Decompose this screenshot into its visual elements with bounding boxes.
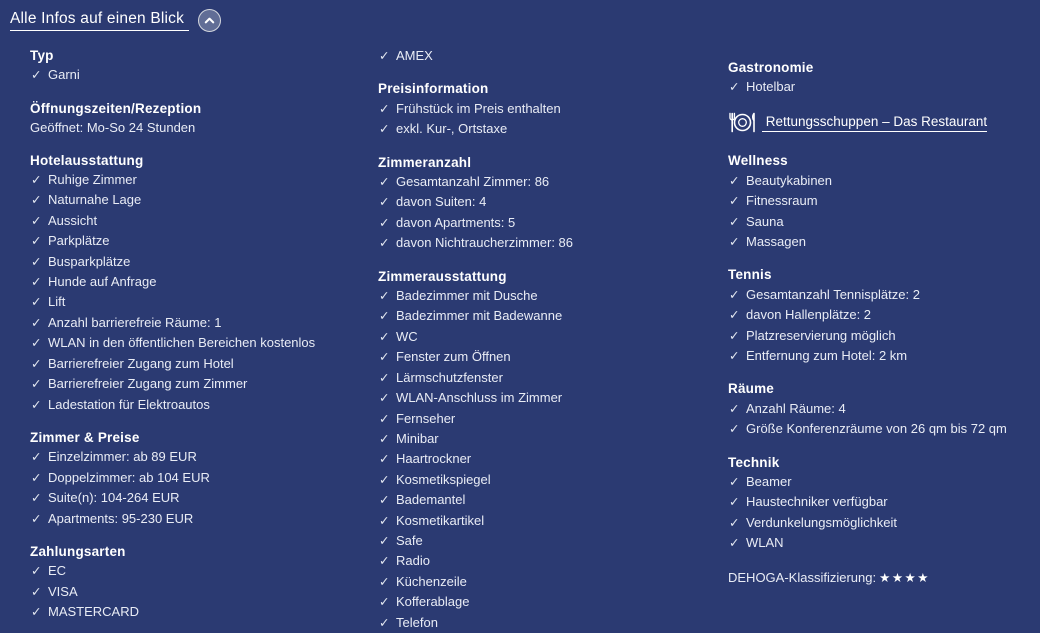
- section-heading: Typ: [30, 48, 54, 63]
- feature-item: [728, 419, 1040, 439]
- feature-item: [378, 306, 728, 326]
- feature-label: Haartrockner: [396, 451, 472, 467]
- feature-item: [728, 212, 1040, 232]
- feature-label: davon Suiten: 4: [396, 194, 487, 210]
- check-icon: ✓: [379, 574, 390, 589]
- feature-item: [378, 572, 728, 592]
- check-icon: ✓: [729, 348, 740, 363]
- feature-item: [378, 592, 728, 612]
- feature-list: [728, 472, 1040, 554]
- feature-label: Massagen: [746, 233, 806, 249]
- rating-label: DEHOGA-Klassifizierung:: [728, 569, 877, 585]
- section-heading: Räume: [728, 381, 775, 397]
- feature-item: [30, 488, 378, 508]
- check-icon: ✓: [379, 215, 390, 230]
- check-icon: ✓: [379, 431, 390, 446]
- feature-item: [728, 285, 1040, 305]
- check-icon: ✓: [379, 350, 390, 365]
- feature-item: [728, 191, 1040, 211]
- feature-label: WLAN: [746, 535, 784, 551]
- section-heading: Zimmeranzahl: [378, 154, 472, 170]
- feature-item: [728, 346, 1040, 366]
- section-heading: Zimmerausstattung: [378, 268, 507, 284]
- feature-label: Lärmschutzfenster: [396, 369, 503, 385]
- feature-label: Fitnessraum: [746, 193, 818, 209]
- feature-label: Barrierefreier Zugang zum Hotel: [48, 355, 234, 371]
- section: [378, 79, 728, 139]
- check-icon: ✓: [729, 234, 740, 249]
- feature-item: [30, 292, 378, 312]
- feature-item: [728, 492, 1040, 512]
- feature-label: Badezimmer mit Dusche: [396, 288, 538, 304]
- feature-label: EC: [48, 563, 67, 579]
- section-heading: Preisinformation: [378, 81, 489, 97]
- check-icon: ✓: [31, 213, 42, 228]
- feature-list: [30, 447, 378, 529]
- feature-label: Anzahl Räume: 4: [746, 400, 846, 416]
- dehoga-rating: [728, 568, 1040, 588]
- feature-label: Naturnahe Lage: [48, 192, 142, 208]
- feature-label: Kofferablage: [396, 594, 470, 610]
- section: [30, 151, 378, 415]
- feature-item: [728, 326, 1040, 346]
- feature-item: [378, 99, 728, 119]
- info-column-2: [378, 46, 728, 633]
- feature-list: [378, 286, 728, 633]
- feature-label: Suite(n): 104-264 EUR: [48, 490, 180, 506]
- feature-item: [378, 192, 728, 212]
- check-icon: ✓: [379, 493, 390, 508]
- feature-list: [30, 170, 378, 415]
- check-icon: ✓: [31, 564, 42, 579]
- feature-item: [30, 354, 378, 374]
- feature-item: [30, 602, 378, 622]
- feature-item: [378, 388, 728, 408]
- feature-item: [30, 190, 378, 210]
- feature-item: [728, 399, 1040, 419]
- feature-item: [30, 313, 378, 333]
- feature-item: [378, 286, 728, 306]
- check-icon: ✓: [31, 397, 42, 412]
- feature-label: Beamer: [746, 474, 792, 489]
- feature-label: WC: [396, 328, 418, 344]
- feature-item: [378, 613, 728, 633]
- feature-item: [378, 347, 728, 367]
- feature-label: Garni: [48, 67, 80, 83]
- section-heading: Hotelausstattung: [30, 152, 144, 168]
- feature-item: [378, 327, 728, 347]
- feature-label: WLAN in den öffentlichen Bereichen kostenlos: [48, 335, 316, 351]
- feature-item: [30, 395, 378, 415]
- feature-label: Doppelzimmer: ab 104 EUR: [48, 469, 210, 485]
- feature-label: Gesamtanzahl Tennisplätze: 2: [746, 286, 920, 302]
- check-icon: ✓: [379, 472, 390, 487]
- feature-label: Minibar: [396, 430, 439, 446]
- feature-label: Lift: [48, 294, 66, 310]
- feature-label: Platzreservierung möglich: [746, 327, 896, 343]
- section: [30, 542, 378, 623]
- feature-item: [378, 119, 728, 139]
- check-icon: ✓: [31, 234, 42, 249]
- feature-label: Busparkplätze: [48, 253, 131, 269]
- feature-label: Aussicht: [48, 212, 98, 228]
- feature-item: [728, 77, 1040, 97]
- section-heading: Öffnungszeiten/Rezeption: [30, 100, 202, 116]
- feature-item: [378, 449, 728, 469]
- check-icon: ✓: [729, 401, 740, 416]
- feature-label: Fernseher: [396, 410, 456, 426]
- feature-item: [378, 213, 728, 233]
- feature-item: [378, 490, 728, 510]
- feature-label: Parkplätze: [48, 233, 110, 249]
- feature-item: [378, 551, 728, 571]
- feature-item: [30, 65, 378, 85]
- check-icon: ✓: [379, 452, 390, 467]
- feature-label: Kosmetikartikel: [396, 512, 485, 528]
- section: [728, 453, 1040, 554]
- check-icon: ✓: [31, 275, 42, 290]
- check-icon: ✓: [31, 511, 42, 526]
- feature-item: [378, 172, 728, 192]
- feature-item: [728, 472, 1040, 492]
- feature-list: [728, 399, 1040, 440]
- check-icon: ✓: [31, 470, 42, 485]
- check-icon: ✓: [379, 289, 390, 304]
- check-icon: ✓: [31, 295, 42, 310]
- section-heading: Wellness: [728, 153, 788, 169]
- check-icon: ✓: [729, 515, 740, 530]
- check-icon: ✓: [729, 80, 740, 95]
- feature-label: Hunde auf Anfrage: [48, 274, 157, 290]
- feature-list: [728, 77, 1040, 97]
- feature-label: Entfernung zum Hotel: 2 km: [746, 347, 908, 363]
- feature-item: [378, 511, 728, 531]
- section-heading: Tennis: [728, 267, 772, 283]
- section: [378, 153, 728, 254]
- feature-item: [378, 409, 728, 429]
- section: [728, 98, 1040, 139]
- check-icon: ✓: [379, 595, 390, 610]
- feature-list: [378, 99, 728, 140]
- check-icon: ✓: [31, 356, 42, 371]
- feature-item: [30, 582, 378, 602]
- feature-label: Safe: [396, 532, 423, 548]
- info-column-1: [30, 46, 378, 633]
- feature-item: [30, 272, 378, 292]
- check-icon: ✓: [729, 194, 740, 209]
- check-icon: ✓: [379, 615, 390, 630]
- check-icon: ✓: [31, 254, 42, 269]
- feature-label: Sauna: [746, 213, 784, 229]
- feature-item: [30, 561, 378, 581]
- feature-label: davon Nichtraucherzimmer: 86: [396, 235, 574, 251]
- feature-list: [378, 46, 728, 66]
- feature-list: [728, 171, 1040, 253]
- section: [30, 428, 378, 529]
- feature-label: Barrierefreier Zugang zum Zimmer: [48, 376, 248, 392]
- check-icon: ✓: [729, 173, 740, 188]
- feature-label: Fenster zum Öffnen: [396, 349, 511, 365]
- feature-label: Ladestation für Elektroautos: [48, 396, 210, 412]
- feature-label: Größe Konferenzräume von 26 qm bis 72 qm: [746, 421, 1007, 437]
- check-icon: ✓: [31, 193, 42, 208]
- feature-item: [728, 533, 1040, 553]
- check-icon: ✓: [379, 370, 390, 385]
- check-icon: ✓: [31, 68, 42, 83]
- check-icon: ✓: [31, 491, 42, 506]
- feature-label: davon Apartments: 5: [396, 214, 516, 230]
- check-icon: ✓: [379, 49, 390, 63]
- restaurant-link-label: Rettungsschuppen – Das Restaurant: [762, 114, 987, 132]
- feature-item: [378, 470, 728, 490]
- feature-item: [728, 171, 1040, 191]
- check-icon: ✓: [379, 533, 390, 548]
- check-icon: ✓: [729, 214, 740, 229]
- feature-item: [30, 468, 378, 488]
- feature-label: davon Hallenplätze: 2: [746, 307, 872, 323]
- check-icon: ✓: [729, 536, 740, 551]
- restaurant-link[interactable]: [728, 111, 987, 135]
- feature-label: exkl. Kur-, Ortstaxe: [396, 121, 508, 137]
- feature-label: Verdunkelungsmöglichkeit: [746, 514, 898, 530]
- section-heading: Gastronomie: [728, 60, 814, 75]
- check-icon: ✓: [31, 315, 42, 330]
- check-icon: ✓: [729, 422, 740, 437]
- feature-label: Gesamtanzahl Zimmer: 86: [396, 174, 550, 190]
- check-icon: ✓: [379, 554, 390, 569]
- section: [30, 46, 378, 86]
- feature-label: Ruhige Zimmer: [48, 172, 137, 188]
- check-icon: ✓: [729, 328, 740, 343]
- section: [378, 46, 728, 66]
- feature-label: Küchenzeile: [396, 573, 467, 589]
- check-icon: ✓: [729, 495, 740, 510]
- feature-list: [30, 65, 378, 85]
- star-rating: ★★★★: [879, 570, 930, 585]
- feature-item: [728, 513, 1040, 533]
- info-columns: [10, 46, 1040, 633]
- check-icon: ✓: [729, 287, 740, 302]
- feature-item: [728, 232, 1040, 252]
- section-heading: Technik: [728, 454, 780, 470]
- feature-item: [30, 509, 378, 529]
- feature-item: [378, 368, 728, 388]
- check-icon: ✓: [379, 236, 390, 251]
- feature-label: Bademantel: [396, 492, 466, 508]
- check-icon: ✓: [379, 309, 390, 324]
- check-icon: ✓: [729, 308, 740, 323]
- check-icon: ✓: [31, 605, 42, 620]
- feature-label: Radio: [396, 553, 430, 569]
- section: [728, 265, 1040, 366]
- feature-label: Telefon: [396, 614, 438, 630]
- feature-label: Frühstück im Preis enthalten: [396, 100, 561, 116]
- check-icon: ✓: [379, 195, 390, 210]
- feature-item: [378, 233, 728, 253]
- check-icon: ✓: [31, 377, 42, 392]
- page-title-link[interactable]: Alle Infos auf einen Blick: [10, 10, 189, 31]
- check-icon: ✓: [31, 584, 42, 599]
- check-icon: ✓: [379, 513, 390, 528]
- feature-item: [30, 231, 378, 251]
- feature-label: Beautykabinen: [746, 172, 833, 188]
- feature-label: VISA: [48, 583, 78, 599]
- opening-hours-text: Geöffnet: Mo-So 24 Stunden: [30, 120, 196, 136]
- feature-item: [30, 447, 378, 467]
- check-icon: ✓: [31, 173, 42, 188]
- feature-label: Kosmetikspiegel: [396, 471, 491, 487]
- feature-label: WLAN-Anschluss im Zimmer: [396, 390, 563, 406]
- feature-label: Haustechniker verfügbar: [746, 494, 888, 510]
- section-heading: Zahlungsarten: [30, 543, 126, 559]
- feature-label: Einzelzimmer: ab 89 EUR: [48, 449, 197, 465]
- feature-item: [30, 333, 378, 353]
- collapse-button[interactable]: [198, 9, 221, 32]
- feature-list: [30, 561, 378, 622]
- section: [378, 267, 728, 633]
- feature-label: Hotelbar: [746, 79, 796, 95]
- section: [728, 58, 1040, 98]
- restaurant-icon: [728, 112, 758, 133]
- feature-item: [378, 429, 728, 449]
- check-icon: ✓: [379, 122, 390, 137]
- check-icon: ✓: [31, 450, 42, 465]
- section-heading: Zimmer & Preise: [30, 429, 140, 445]
- feature-item: [30, 252, 378, 272]
- check-icon: ✓: [379, 329, 390, 344]
- check-icon: ✓: [31, 336, 42, 351]
- feature-label: AMEX: [396, 48, 433, 63]
- check-icon: ✓: [379, 175, 390, 190]
- section: [728, 568, 1040, 588]
- feature-label: Apartments: 95-230 EUR: [48, 510, 194, 526]
- check-icon: ✓: [379, 391, 390, 406]
- feature-list: [728, 285, 1040, 367]
- feature-item: [728, 305, 1040, 325]
- feature-item: [30, 374, 378, 394]
- feature-label: MASTERCARD: [48, 604, 140, 620]
- feature-item: [30, 211, 378, 231]
- check-icon: ✓: [379, 411, 390, 426]
- section: [30, 99, 378, 138]
- feature-label: Anzahl barrierefreie Räume: 1: [48, 314, 222, 330]
- feature-label: Badezimmer mit Badewanne: [396, 308, 563, 324]
- feature-list: [378, 172, 728, 254]
- check-icon: ✓: [729, 475, 740, 489]
- section: [728, 379, 1040, 439]
- chevron-up-icon: [202, 13, 217, 28]
- info-column-3: [728, 46, 1040, 633]
- feature-item: [30, 170, 378, 190]
- check-icon: ✓: [379, 101, 390, 116]
- section: [728, 151, 1040, 252]
- feature-item: [378, 531, 728, 551]
- feature-item: [378, 46, 728, 66]
- panel-header: [10, 6, 1040, 34]
